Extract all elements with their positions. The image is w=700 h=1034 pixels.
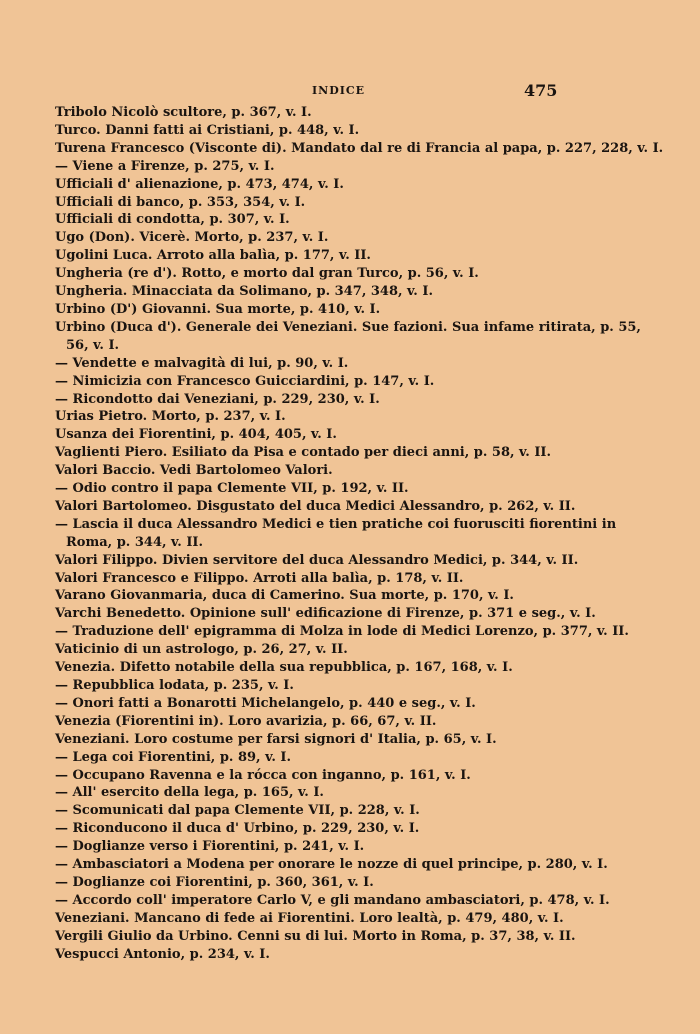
index-entry: Valori Baccio. Vedi Bartolomeo Valori. (55, 463, 333, 479)
index-entry: 56, v. I. (66, 337, 120, 353)
index-entry: — All' esercito della lega, p. 165, v. I. (55, 785, 324, 801)
index-entry: — Lascia il duca Alessandro Medici e tien pratiche coi fuorusciti fiorentini in (55, 516, 617, 532)
index-entry: Urias Pietro. Morto, p. 237, v. I. (55, 409, 286, 425)
index-entry: Ugo (Don). Vicerè. Morto, p. 237, v. I. (55, 230, 329, 246)
index-entry: Tribolo Nicolò scultore, p. 367, v. I. (55, 105, 312, 120)
index-entry: Valori Francesco e Filippo. Arroti alla balìa, p. 178, v. II. (55, 570, 464, 586)
index-entry: — Onori fatti a Bonarotti Michelangelo, p. 440 e seg., v. I. (55, 695, 476, 711)
index-entry: Veneziani. Loro costume per farsi signori d' Italia, p. 65, v. I. (55, 731, 497, 747)
index-entry: Vergili Giulio da Urbino. Cenni su di lui. Morto in Roma, p. 37, 38, v. II. (55, 928, 576, 944)
index-entry: — Viene a Firenze, p. 275, v. I. (55, 158, 275, 174)
index-entries (55, 104, 664, 964)
running-header-title: INDICE (312, 84, 366, 97)
index-entry: Usanza dei Fiorentini, p. 404, 405, v. I. (55, 427, 337, 443)
index-entry: Varano Giovanmaria, duca di Camerino. Sua morte, p. 170, v. I. (55, 588, 514, 604)
index-entry: Veneziani. Mancano di fede ai Fiorentini. Loro lealtà, p. 479, 480, v. I. (55, 910, 564, 926)
index-entry: Ufficiali di condotta, p. 307, v. I. (55, 212, 290, 228)
index-entry: Ungheria (re d'). Rotto, e morto dal gran Turco, p. 56, v. I. (55, 266, 479, 282)
index-entry: Turena Francesco (Visconte di). Mandato dal re di Francia al papa, p. 227, 228, v. I. (55, 140, 664, 156)
index-entry: — Lega coi Fiorentini, p. 89, v. I. (55, 749, 292, 765)
index-entry: Venezia. Difetto notabile della sua repubblica, p. 167, 168, v. I. (55, 660, 513, 676)
index-entry: — Doglianze verso i Fiorentini, p. 241, v. I. (55, 839, 365, 855)
page-number: 475 (524, 81, 558, 100)
index-entry: — Nimicizia con Francesco Guicciardini, p. 147, v. I. (55, 373, 435, 389)
index-entry: Vespucci Antonio, p. 234, v. I. (55, 946, 270, 962)
index-entry: Ufficiali d' alienazione, p. 473, 474, v. I. (55, 176, 344, 192)
index-entry: — Ambasciatori a Modena per onorare le nozze di quel principe, p. 280, v. I. (55, 857, 608, 873)
index-entry: Vaticinio di un astrologo, p. 26, 27, v. II. (55, 642, 348, 658)
index-entry: — Riconducono il duca d' Urbino, p. 229, 230, v. I. (55, 821, 420, 837)
index-entry: Ungheria. Minacciata da Solimano, p. 347, 348, v. I. (55, 284, 433, 300)
index-entry: — Accordo coll' imperatore Carlo V, e gli mandano ambasciatori, p. 478, v. I. (55, 892, 610, 908)
index-entry: Urbino (D') Giovanni. Sua morte, p. 410, v. I. (55, 301, 381, 317)
index-entry: Venezia (Fiorentini in). Loro avarizia, p. 66, 67, v. II. (55, 713, 437, 729)
index-entry: Valori Filippo. Divien servitore del duca Alessandro Medici, p. 344, v. II. (55, 552, 579, 568)
index-entry: Turco. Danni fatti ai Cristiani, p. 448, v. I. (55, 122, 360, 138)
index-entry: Vaglienti Piero. Esiliato da Pisa e contado per dieci anni, p. 58, v. II. (55, 445, 552, 461)
index-entry: Roma, p. 344, v. II. (66, 534, 204, 550)
index-entry: — Vendette e malvagità di lui, p. 90, v. I. (55, 355, 349, 371)
index-entry: — Ricondotto dai Veneziani, p. 229, 230, v. I. (55, 391, 380, 407)
index-entry: — Occupano Ravenna e la rócca con inganno, p. 161, v. I. (55, 767, 471, 783)
index-entry: Valori Bartolomeo. Disgustato del duca Medici Alessandro, p. 262, v. II. (55, 498, 576, 514)
index-entry: Ugolini Luca. Arroto alla balìa, p. 177, v. II. (55, 248, 371, 264)
index-entry: Urbino (Duca d'). Generale dei Veneziani. Sue fazioni. Sua infame ritirata, p. 55, (55, 319, 641, 335)
index-entry: — Scomunicati dal papa Clemente VII, p. 228, v. I. (55, 803, 420, 819)
index-entry: — Odio contro il papa Clemente VII, p. 192, v. II. (55, 481, 409, 497)
index-entry: — Doglianze coi Fiorentini, p. 360, 361, v. I. (55, 874, 374, 890)
index-entry: — Repubblica lodata, p. 235, v. I. (55, 678, 294, 693)
index-entry: Varchi Benedetto. Opinione sull' edificazione di Firenze, p. 371 e seg., v. I. (55, 606, 596, 622)
index-entry: Ufficiali di banco, p. 353, 354, v. I. (55, 194, 306, 210)
index-entry: — Traduzione dell' epigramma di Molza in lode di Medici Lorenzo, p. 377, v. II. (55, 624, 629, 640)
